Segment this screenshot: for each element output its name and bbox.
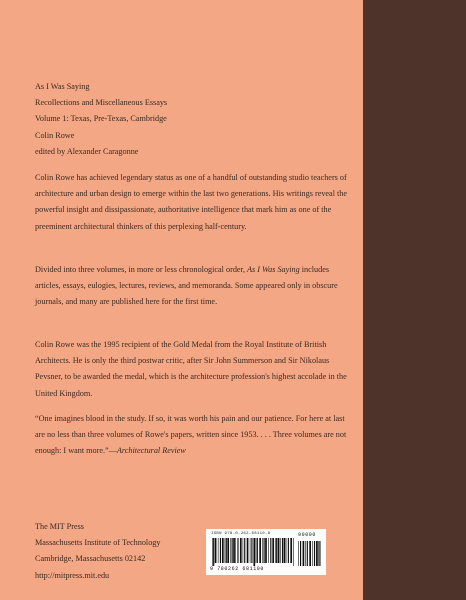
editor-line: edited by Alexander Caragonne (35, 146, 139, 156)
quote-text: “One imagines blood in the study. If so, it was worth his pain and our patience. For here at last are no less than three volumes of Rowe's papers, written since 1953. . . . Three volumes are not enough: I want more.”— (35, 414, 347, 456)
quote-source: Architectural Review (116, 446, 186, 456)
isbn-line: ISBN 978-0-262-68110-8 (211, 532, 271, 536)
award-paragraph: Colin Rowe was the 1995 recipient of the Gold Medal from the Royal Institute of British Architects. He is only the third postwar critic, after Sir John Summerson and Sir Nikolaus Pevsner, to be awarded the medal, which is the architecture profession's highest accolade in the United Kingdom. (35, 340, 347, 398)
book-title: As I Was Saying (35, 82, 90, 91)
book-header (35, 79, 353, 160)
book-subtitle: Recollections and Miscellaneous Essays (35, 98, 168, 108)
description-paragraph: Colin Rowe has achieved legendary status as one of a handful of outstanding studio teachers of architecture and urban design to emerge within the last two generations. His writings reveal the powerful insight and dissipassionate, authoritative intelligence that mark him as one of the preeminent architectural thinkers of this perplexing half-century. (35, 173, 348, 231)
publisher-address: Cambridge, Massachusetts 02142 (35, 554, 146, 564)
publisher-institute: Massachusetts Institute of Technology (35, 538, 161, 548)
barcode-bars-addon (298, 541, 322, 566)
author-name: Colin Rowe (35, 130, 75, 140)
barcode (206, 529, 326, 575)
review-quote (35, 411, 353, 460)
contents-text-end: includes articles, essays, eulogies, lectures, reviews, and memoranda. Some appeared only in obscure journals, and many are published here for the first time. (35, 265, 338, 307)
price-code: 90000 (298, 532, 317, 538)
spine-band (363, 0, 466, 600)
publisher-name: The MIT Press (35, 522, 84, 531)
publisher-block (35, 519, 160, 584)
contents-paragraph (35, 262, 353, 311)
publisher-url: http://mitpress.mit.edu (35, 570, 110, 580)
contents-text-start: Divided into three volumes, in more or less chronological order, (35, 265, 248, 274)
contents-book-title: As I Was Saying (247, 265, 300, 274)
barcode-bars-main (212, 538, 294, 566)
barcode-digits: 9 780262 681100 (210, 566, 265, 572)
volume-line: Volume 1: Texas, Pre-Texas, Cambridge (35, 114, 167, 124)
